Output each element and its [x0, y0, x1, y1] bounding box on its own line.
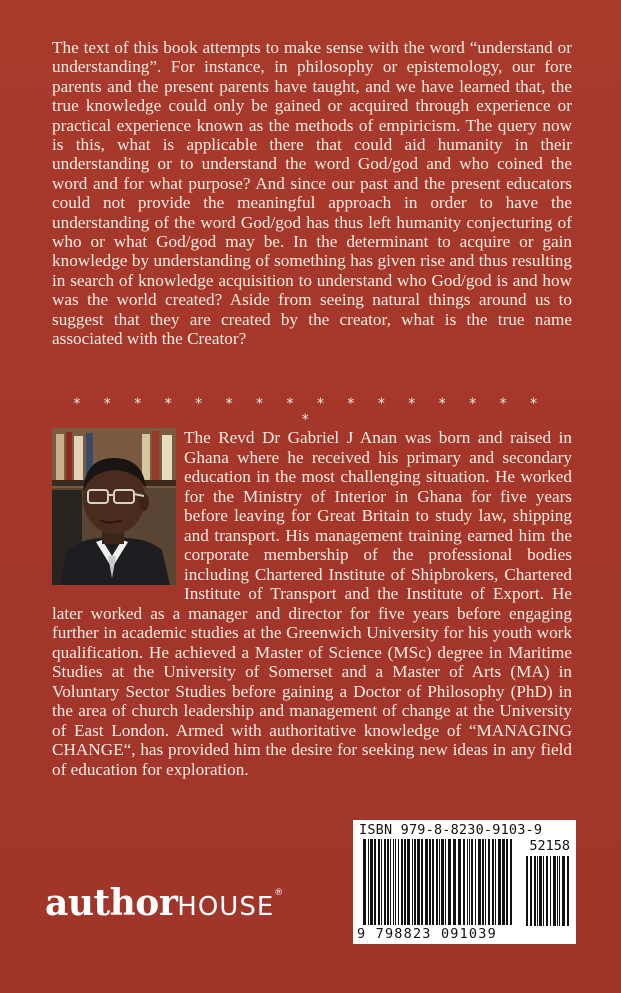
price-barcode-bar — [559, 856, 560, 926]
barcode-bar — [425, 839, 428, 925]
barcode-bar — [390, 839, 391, 925]
barcode-bar — [482, 839, 484, 925]
barcode-bar — [445, 839, 446, 925]
barcode-bar — [502, 839, 505, 925]
barcode-bars — [363, 839, 513, 925]
barcode-bar — [495, 839, 496, 925]
barcode-bar — [395, 839, 396, 925]
star-separator: * * * * * * * * * * * * * * * * * — [73, 396, 547, 428]
barcode-bar — [370, 839, 373, 925]
barcode-bar — [453, 839, 456, 925]
barcode-bar — [387, 839, 389, 925]
author-bio-text: The Revd Dr Gabriel J Anan was born and raised in Ghana where he received his primary and secondary education in the most challenging situation. He worked for the Ministry of Interior in Ghana for five years before leaving for Great Britain to study law, shipping and transport. His management training earned him the corporate membership of the professional bodies including Chartered Institute of Shipbrokers, Chartered Institute of Transport and the Institute of Export. He later worked as a manager and director for five years before engaging further in academic studies at the Greenwich University for his youth work qualification. He achieved a Master of Science (MSc) degree in Maritime Studies at the University of Somerset and a Master of Arts (MA) in Voluntary Sector Studies before gaining a Doctor of Philosophy (PhD) in the area of church leadership and management of change at the University of East London. Armed with authoritative knowledge of “MANAGING CHANGE“, has provided him the desire for seeking new ideas in any field of education for exploration. — [52, 428, 572, 779]
barcode-bar — [417, 839, 420, 925]
price-barcode-bar — [534, 856, 536, 926]
price-barcode-bar — [526, 856, 528, 926]
barcode-bar — [407, 839, 410, 925]
barcode-bar — [478, 839, 481, 925]
barcode-bar — [412, 839, 413, 925]
barcode-bar — [510, 839, 512, 925]
price-barcode-bar — [567, 856, 569, 926]
barcode-bar — [492, 839, 494, 925]
isbn-text: ISBN 979-8-8230-9103-9 — [359, 822, 543, 838]
barcode-bar — [363, 839, 366, 925]
price-barcode-bar — [562, 856, 565, 926]
barcode-bar — [368, 839, 369, 925]
barcode-bar — [441, 839, 444, 925]
barcode-bar — [467, 839, 468, 925]
registered-mark: ® — [274, 888, 284, 898]
barcode-bar — [393, 839, 394, 925]
barcode-bar — [448, 839, 451, 925]
barcode-bar — [384, 839, 386, 925]
ean-number: 9 798823 091039 — [357, 926, 497, 942]
barcode-bar — [404, 839, 406, 925]
price-barcode-bar — [543, 856, 544, 926]
barcode-bar — [378, 839, 380, 925]
barcode-bar — [471, 839, 473, 925]
price-barcode-bar — [537, 856, 538, 926]
barcode-bar — [381, 839, 382, 925]
barcode-bar — [485, 839, 486, 925]
publisher-name-house: HOUSE — [177, 892, 275, 922]
barcode-bar — [421, 839, 423, 925]
barcode-bar — [439, 839, 440, 925]
price-barcode-bars — [526, 856, 570, 926]
price-code: 52158 — [529, 838, 570, 854]
photo-spacer — [52, 428, 184, 588]
barcode-bar — [429, 839, 431, 925]
barcode-bar — [458, 839, 461, 925]
barcode-bar — [432, 839, 434, 925]
barcode-bar — [506, 839, 508, 925]
author-bio — [52, 428, 572, 779]
price-barcode-bar — [553, 856, 556, 926]
barcode-bar — [374, 839, 376, 925]
barcode-bar — [463, 839, 465, 925]
book-blurb: The text of this book attempts to make sense with the word “understand or understanding”. For instance, in philosophy or epistemology, our fore parents and the present parents have taught, and we have learned that, the true knowledge could only be gained or acquired through experience or practical experience known as the methods of empiricism. The query now is this, what is applicable there that could aid humanity in their understanding or to understand the word God/god and who coined the word and for what purpose? And since our past and the present educators could not provide the meaningful approach in order to have the understanding of the word God/god has thus left humanity conjecturing of who or what God/god may be. In the determinant to acquire or gain knowledge by understanding of something has given rise and thus resulting in search of knowledge acquisition to understand who God/god is and how was the world created? Aside from seeing natural things around us to suggest that they are created by the creator, what is the true name associated with the Creator? — [52, 38, 572, 349]
publisher-name-author: author — [45, 882, 178, 924]
publisher-logo — [45, 882, 283, 924]
price-barcode-bar — [530, 856, 532, 926]
price-barcode-bar — [546, 856, 548, 926]
barcode-bar — [414, 839, 416, 925]
barcode-bar — [436, 839, 438, 925]
price-barcode-bar — [557, 856, 558, 926]
isbn-barcode — [353, 820, 576, 944]
barcode-bar — [398, 839, 399, 925]
barcode-bar — [475, 839, 476, 925]
price-barcode-bar — [550, 856, 551, 926]
barcode-bar — [498, 839, 501, 925]
price-barcode-bar — [539, 856, 542, 926]
barcode-bar — [469, 839, 470, 925]
barcode-bar — [488, 839, 490, 925]
barcode-bar — [401, 839, 403, 925]
